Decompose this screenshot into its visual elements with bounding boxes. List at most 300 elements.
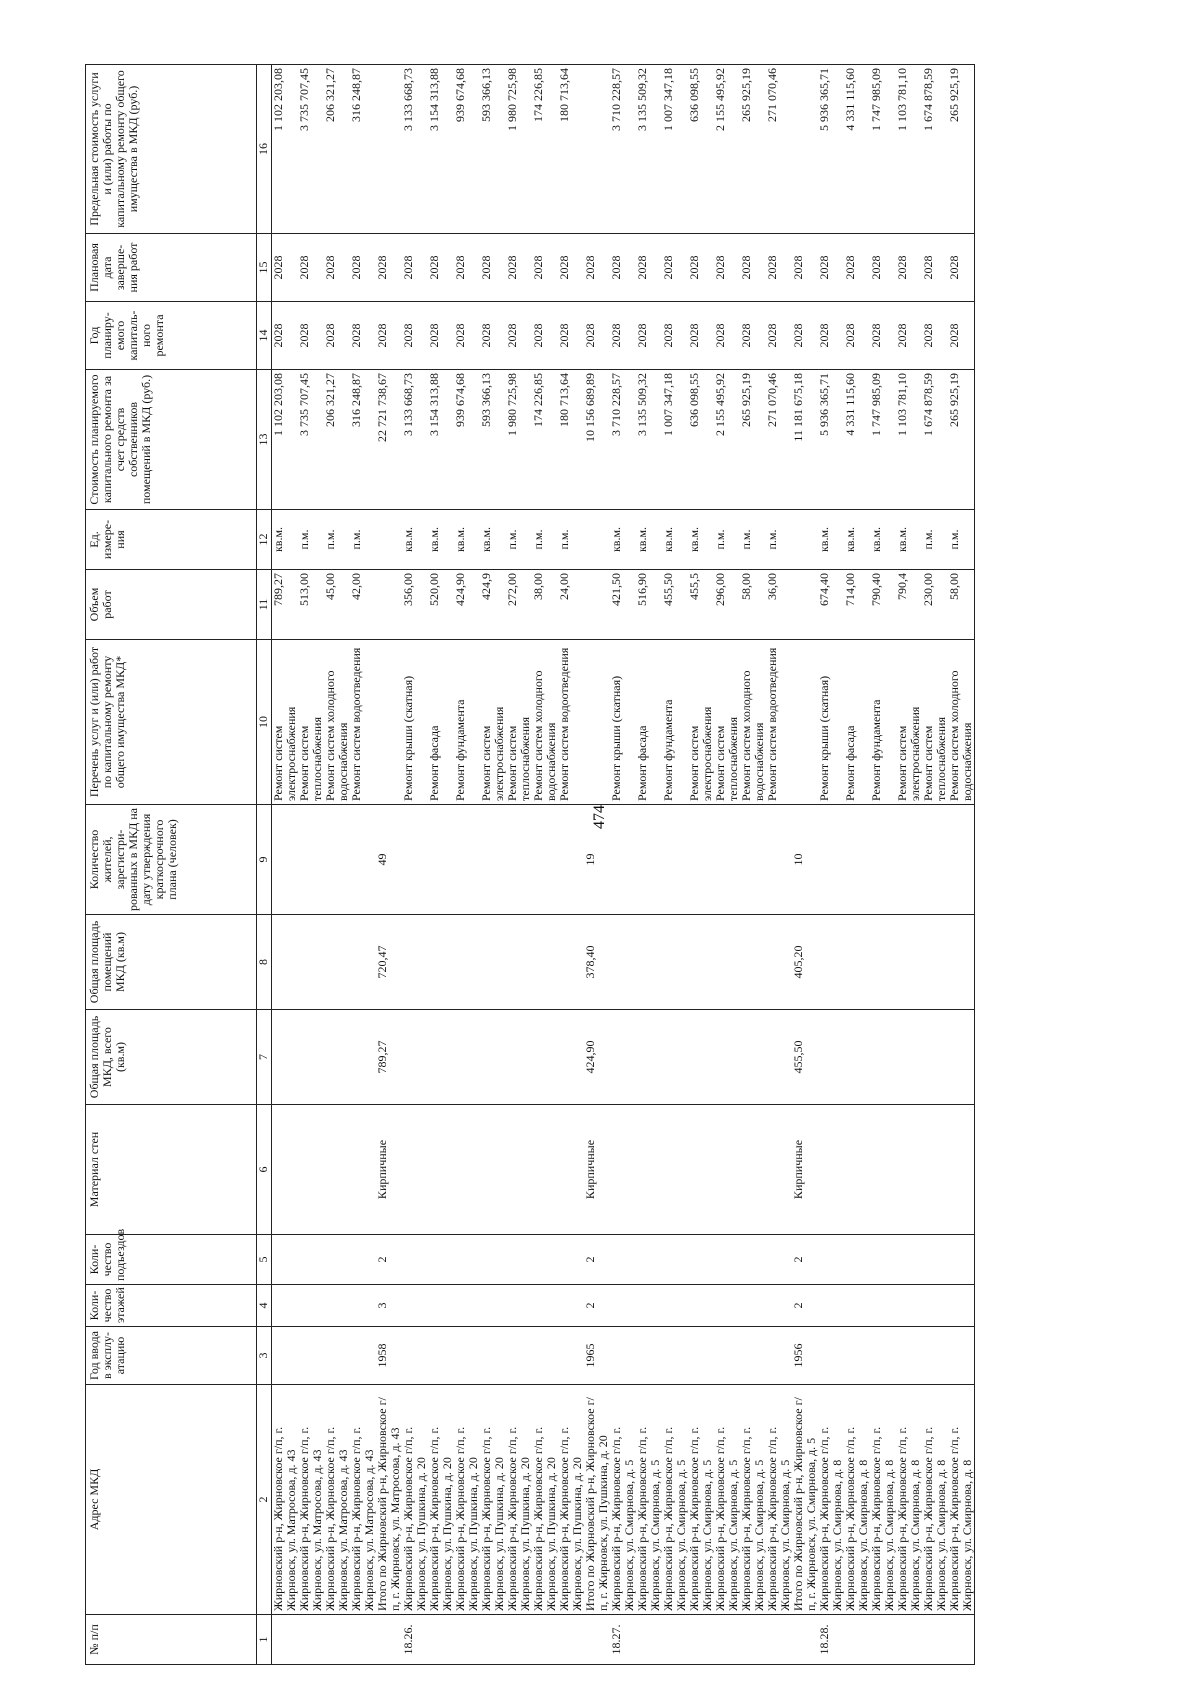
limit-cost-cell: 2 155 495,92	[714, 65, 740, 234]
work-cell: Ремонт систем электроснабжения	[480, 640, 506, 805]
empty-cell	[376, 1615, 402, 1665]
repair-year-cell: 2028	[272, 302, 299, 370]
repair-year-cell: 2028	[844, 302, 870, 370]
row-number-cell	[870, 1615, 896, 1665]
empty-cell	[714, 1327, 740, 1385]
empty-cell	[324, 1327, 350, 1385]
repair-year-cell: 2028	[662, 302, 688, 370]
address-cell: Жирновский р-н, Жирновское г/п, г. Жирновск, ул. Матросова, д. 43	[350, 1385, 376, 1615]
unit-cell: п.м.	[766, 510, 792, 570]
entrances-cell: 2	[376, 1235, 402, 1285]
end-date-cell: 2028	[922, 234, 948, 302]
cost-cell: 1 007 347,18	[662, 370, 688, 510]
empty-cell	[870, 1327, 896, 1385]
empty-cell	[688, 1285, 714, 1327]
unit-cell: кв.м.	[818, 510, 844, 570]
limit-cost-cell: 593 366,13	[480, 65, 506, 234]
empty-cell	[948, 915, 975, 1010]
volume-cell: 789,27	[272, 570, 299, 640]
empty-cell	[870, 1285, 896, 1327]
limit-cost-cell: 174 226,85	[532, 65, 558, 234]
cost-cell: 5 936 365,71	[818, 370, 844, 510]
empty-cell	[714, 1235, 740, 1285]
empty-cell	[376, 570, 402, 640]
table-row	[532, 65, 558, 1665]
repair-year-cell: 2028	[454, 302, 480, 370]
total-label-cell: Итого по Жирновский р-н, Жирновское г/п, г. Жирновск, ул. Смирнова, д. 5	[792, 1385, 818, 1615]
col-number: 11	[257, 570, 272, 640]
row-number-cell	[350, 1615, 376, 1665]
col-header-13: Стоимость планируемого капитального ремонта за счет средств собственников помещений в МКД (руб.)	[86, 370, 257, 510]
empty-cell	[428, 1105, 454, 1235]
table-row	[766, 65, 792, 1665]
repair-year-cell: 2028	[948, 302, 975, 370]
row-number-cell	[272, 1615, 299, 1665]
cost-cell: 271 070,46	[766, 370, 792, 510]
wall-material-cell: Кирпичные	[792, 1105, 818, 1235]
table-row	[870, 65, 896, 1665]
unit-cell: кв.м.	[402, 510, 428, 570]
table-row	[844, 65, 870, 1665]
address-cell: Жирновский р-н, Жирновское г/п, г. Жирновск, ул. Пушкина, д. 20	[480, 1385, 506, 1615]
unit-cell: п.м.	[948, 510, 975, 570]
empty-cell	[870, 915, 896, 1010]
limit-cost-cell: 1 980 725,98	[506, 65, 532, 234]
end-date-cell: 2028	[740, 234, 766, 302]
end-date-cell: 2028	[350, 234, 376, 302]
address-cell: Жирновский р-н, Жирновское г/п, г. Жирновск, ул. Пушкина, д. 20	[454, 1385, 480, 1615]
repair-year-cell: 2028	[792, 302, 818, 370]
address-cell: Жирновский р-н, Жирновское г/п, г. Жирновск, ул. Матросова, д. 43	[324, 1385, 350, 1615]
empty-cell	[818, 1235, 844, 1285]
work-cell: Ремонт крыши (скатная)	[402, 640, 428, 805]
col-number: 13	[257, 370, 272, 510]
col-number: 4	[257, 1285, 272, 1327]
residents-cell: 19	[584, 805, 610, 915]
entrances-cell: 2	[792, 1235, 818, 1285]
col-header-6: Материал стен	[86, 1105, 257, 1235]
table-row	[298, 65, 324, 1665]
table-body	[272, 65, 975, 1665]
total-label-cell: Итого по Жирновский р-н, Жирновское г/п, г. Жирновск, ул. Пушкина, д. 20	[584, 1385, 610, 1615]
address-cell: Жирновский р-н, Жирновское г/п, г. Жирновск, ул. Пушкина, д. 20	[558, 1385, 584, 1615]
end-date-cell: 2028	[688, 234, 714, 302]
address-cell: Жирновский р-н, Жирновское г/п, г. Жирновск, ул. Смирнова, д. 5	[688, 1385, 714, 1615]
unit-cell: кв.м.	[636, 510, 662, 570]
empty-cell	[402, 1327, 428, 1385]
total-row	[584, 65, 610, 1665]
empty-cell	[428, 1010, 454, 1105]
empty-cell	[688, 1327, 714, 1385]
volume-cell: 296,00	[714, 570, 740, 640]
empty-cell	[844, 805, 870, 915]
repair-year-cell: 2028	[324, 302, 350, 370]
empty-cell	[428, 1235, 454, 1285]
empty-cell	[636, 915, 662, 1010]
limit-cost-cell: 1 103 781,10	[896, 65, 922, 234]
floors-cell: 2	[584, 1285, 610, 1327]
empty-cell	[428, 1327, 454, 1385]
end-date-cell: 2028	[376, 234, 402, 302]
empty-cell	[376, 640, 402, 805]
empty-cell	[402, 1235, 428, 1285]
limit-cost-cell: 1 007 347,18	[662, 65, 688, 234]
volume-cell: 674,40	[818, 570, 844, 640]
cost-cell: 2 155 495,92	[714, 370, 740, 510]
cost-cell: 3 735 707,45	[298, 370, 324, 510]
limit-cost-cell: 1 102 203,08	[272, 65, 299, 234]
col-number: 5	[257, 1235, 272, 1285]
work-cell: Ремонт крыши (скатная)	[610, 640, 636, 805]
empty-cell	[558, 1010, 584, 1105]
row-number-cell	[558, 1615, 584, 1665]
row-number-cell	[714, 1615, 740, 1665]
empty-cell	[714, 805, 740, 915]
empty-cell	[714, 1010, 740, 1105]
address-cell: Жирновский р-н, Жирновское г/п, г. Жирновск, ул. Смирнова, д. 5	[636, 1385, 662, 1615]
repair-year-cell: 2028	[298, 302, 324, 370]
table-row	[350, 65, 376, 1665]
empty-cell	[324, 805, 350, 915]
empty-cell	[506, 1010, 532, 1105]
total-label-cell: Итого по Жирновский р-н, Жирновское г/п, г. Жирновск, ул. Матросова, д. 43	[376, 1385, 402, 1615]
empty-cell	[298, 1235, 324, 1285]
total-row	[792, 65, 818, 1665]
residents-cell: 49	[376, 805, 402, 915]
table-row	[272, 65, 299, 1665]
empty-cell	[506, 1327, 532, 1385]
repair-year-cell: 2028	[532, 302, 558, 370]
empty-cell	[428, 1285, 454, 1327]
table-row	[636, 65, 662, 1665]
empty-cell	[324, 1010, 350, 1105]
end-date-cell: 2028	[636, 234, 662, 302]
empty-cell	[610, 1327, 636, 1385]
volume-cell: 424,90	[454, 570, 480, 640]
address-cell: Жирновский р-н, Жирновское г/п, г. Жирновск, ул. Пушкина, д. 20	[532, 1385, 558, 1615]
empty-cell	[844, 1327, 870, 1385]
col-number: 9	[257, 805, 272, 915]
work-cell: Ремонт систем холодного водоснабжения	[740, 640, 766, 805]
volume-cell: 356,00	[402, 570, 428, 640]
limit-cost-cell: 3 735 707,45	[298, 65, 324, 234]
table-row	[506, 65, 532, 1665]
empty-cell	[558, 915, 584, 1010]
limit-cost-cell: 5 936 365,71	[818, 65, 844, 234]
work-cell: Ремонт систем холодного водоснабжения	[324, 640, 350, 805]
work-cell: Ремонт систем теплоснабжения	[298, 640, 324, 805]
table-row	[818, 65, 844, 1665]
total-cost-cell: 22 721 738,67	[376, 370, 402, 510]
end-date-cell: 2028	[714, 234, 740, 302]
empty-cell	[350, 1235, 376, 1285]
cost-cell: 180 713,64	[558, 370, 584, 510]
empty-cell	[532, 1327, 558, 1385]
col-header-10: Перечень услуг и (или) работ по капитальному ремонту общего имущества МКД*	[86, 640, 257, 805]
empty-cell	[272, 1327, 299, 1385]
empty-cell	[584, 1615, 610, 1665]
empty-cell	[298, 1105, 324, 1235]
empty-cell	[662, 1105, 688, 1235]
empty-cell	[792, 1615, 818, 1665]
col-number: 2	[257, 1385, 272, 1615]
address-cell: Жирновский р-н, Жирновское г/п, г. Жирновск, ул. Пушкина, д. 20	[506, 1385, 532, 1615]
end-date-cell: 2028	[324, 234, 350, 302]
residents-cell: 10	[792, 805, 818, 915]
premises-area-cell: 720,47	[376, 915, 402, 1010]
volume-cell: 36,00	[766, 570, 792, 640]
row-number-cell: 18.26.	[402, 1615, 428, 1665]
volume-cell: 455,5	[688, 570, 714, 640]
entrances-cell: 2	[584, 1235, 610, 1285]
row-number-cell	[480, 1615, 506, 1665]
total-cost-cell: 11 181 675,18	[792, 370, 818, 510]
unit-cell: п.м.	[324, 510, 350, 570]
empty-cell	[714, 1105, 740, 1235]
empty-cell	[844, 1235, 870, 1285]
work-cell: Ремонт систем теплоснабжения	[506, 640, 532, 805]
work-cell: Ремонт фасада	[636, 640, 662, 805]
empty-cell	[610, 1235, 636, 1285]
total-cost-cell: 10 156 689,89	[584, 370, 610, 510]
repair-year-cell: 2028	[350, 302, 376, 370]
col-number: 16	[257, 65, 272, 234]
empty-cell	[454, 1285, 480, 1327]
cost-cell: 316 248,87	[350, 370, 376, 510]
unit-cell: п.м.	[532, 510, 558, 570]
empty-cell	[948, 1235, 975, 1285]
empty-cell	[688, 1105, 714, 1235]
empty-cell	[350, 1010, 376, 1105]
repair-year-cell: 2028	[922, 302, 948, 370]
empty-cell	[454, 1010, 480, 1105]
end-date-cell: 2028	[402, 234, 428, 302]
floors-cell: 2	[792, 1285, 818, 1327]
cost-cell: 206 321,27	[324, 370, 350, 510]
row-number-cell	[948, 1615, 975, 1665]
address-cell: Жирновский р-н, Жирновское г/п, г. Жирновск, ул. Смирнова, д. 5	[714, 1385, 740, 1615]
empty-cell	[636, 1105, 662, 1235]
end-date-cell: 2028	[766, 234, 792, 302]
cost-cell: 1 674 878,59	[922, 370, 948, 510]
unit-cell: п.м.	[740, 510, 766, 570]
volume-cell: 520,00	[428, 570, 454, 640]
repair-year-cell: 2028	[766, 302, 792, 370]
col-number: 6	[257, 1105, 272, 1235]
address-cell: Жирновский р-н, Жирновское г/п, г. Жирновск, ул. Смирнова, д. 8	[844, 1385, 870, 1615]
empty-cell	[870, 1010, 896, 1105]
address-cell: Жирновский р-н, Жирновское г/п, г. Жирновск, ул. Смирнова, д. 8	[922, 1385, 948, 1615]
unit-cell: кв.м.	[480, 510, 506, 570]
end-date-cell: 2028	[948, 234, 975, 302]
cost-cell: 1 980 725,98	[506, 370, 532, 510]
empty-cell	[896, 805, 922, 915]
empty-cell	[948, 1327, 975, 1385]
unit-cell: п.м.	[558, 510, 584, 570]
empty-cell	[688, 1235, 714, 1285]
end-date-cell: 2028	[272, 234, 299, 302]
empty-cell	[740, 1105, 766, 1235]
empty-cell	[922, 1327, 948, 1385]
col-number: 15	[257, 234, 272, 302]
empty-cell	[506, 805, 532, 915]
end-date-cell: 2028	[662, 234, 688, 302]
empty-cell	[454, 915, 480, 1010]
empty-cell	[454, 1235, 480, 1285]
col-header-14: Год планиру-емого капиталь-ного ремонта	[86, 302, 257, 370]
empty-cell	[792, 65, 818, 234]
unit-cell: кв.м.	[844, 510, 870, 570]
table-row	[558, 65, 584, 1665]
repair-year-cell: 2028	[714, 302, 740, 370]
empty-cell	[610, 805, 636, 915]
end-date-cell: 2028	[818, 234, 844, 302]
unit-cell: кв.м.	[610, 510, 636, 570]
address-cell: Жирновский р-н, Жирновское г/п, г. Жирновск, ул. Смирнова, д. 8	[818, 1385, 844, 1615]
volume-cell: 272,00	[506, 570, 532, 640]
col-header-1: № п/п	[86, 1615, 257, 1665]
empty-cell	[454, 1105, 480, 1235]
unit-cell: кв.м.	[688, 510, 714, 570]
work-cell: Ремонт систем холодного водоснабжения	[948, 640, 975, 805]
table-row	[428, 65, 454, 1665]
empty-cell	[558, 1235, 584, 1285]
table-row	[922, 65, 948, 1665]
work-cell: Ремонт систем водоотведения	[350, 640, 376, 805]
col-header-16: Предельная стоимость услуги и (или) работы по капитальному ремонту общего имущества в МКД (руб.)	[86, 65, 257, 234]
end-date-cell: 2028	[584, 234, 610, 302]
work-cell: Ремонт фундамента	[454, 640, 480, 805]
empty-cell	[298, 1327, 324, 1385]
empty-cell	[948, 1105, 975, 1235]
empty-cell	[844, 1105, 870, 1235]
end-date-cell: 2028	[532, 234, 558, 302]
limit-cost-cell: 939 674,68	[454, 65, 480, 234]
empty-cell	[818, 1010, 844, 1105]
page-number: 474	[591, 805, 608, 829]
repair-year-cell: 2028	[506, 302, 532, 370]
cost-cell: 1 103 781,10	[896, 370, 922, 510]
empty-cell	[896, 1235, 922, 1285]
empty-cell	[870, 1105, 896, 1235]
empty-cell	[402, 1105, 428, 1235]
cost-cell: 593 366,13	[480, 370, 506, 510]
limit-cost-cell: 271 070,46	[766, 65, 792, 234]
repair-year-cell: 2028	[402, 302, 428, 370]
col-number: 8	[257, 915, 272, 1010]
empty-cell	[584, 510, 610, 570]
empty-cell	[844, 1010, 870, 1105]
col-number: 3	[257, 1327, 272, 1385]
capital-repair-table	[85, 64, 975, 1665]
empty-cell	[272, 1285, 299, 1327]
empty-cell	[324, 915, 350, 1010]
empty-cell	[506, 1285, 532, 1327]
empty-cell	[740, 1327, 766, 1385]
empty-cell	[740, 1010, 766, 1105]
rotated-table-wrapper	[85, 65, 1105, 1665]
empty-cell	[324, 1285, 350, 1327]
work-cell: Ремонт систем электроснабжения	[688, 640, 714, 805]
empty-cell	[558, 1285, 584, 1327]
row-number-cell	[688, 1615, 714, 1665]
empty-cell	[818, 915, 844, 1010]
unit-cell: кв.м.	[428, 510, 454, 570]
repair-year-cell: 2028	[688, 302, 714, 370]
volume-cell: 24,00	[558, 570, 584, 640]
empty-cell	[272, 805, 299, 915]
table-row	[610, 65, 636, 1665]
col-number: 14	[257, 302, 272, 370]
empty-cell	[740, 1235, 766, 1285]
empty-cell	[662, 1235, 688, 1285]
empty-cell	[922, 1010, 948, 1105]
empty-cell	[896, 915, 922, 1010]
col-number: 1	[257, 1615, 272, 1665]
empty-cell	[896, 1010, 922, 1105]
empty-cell	[480, 1235, 506, 1285]
col-header-11: Объем работ	[86, 570, 257, 640]
work-cell: Ремонт систем теплоснабжения	[714, 640, 740, 805]
volume-cell: 45,00	[324, 570, 350, 640]
empty-cell	[480, 1010, 506, 1105]
column-number-row	[257, 65, 272, 1665]
volume-cell: 424,9	[480, 570, 506, 640]
row-number-cell	[922, 1615, 948, 1665]
empty-cell	[870, 1235, 896, 1285]
empty-cell	[636, 805, 662, 915]
empty-cell	[870, 805, 896, 915]
address-cell: Жирновский р-н, Жирновское г/п, г. Жирновск, ул. Смирнова, д. 5	[662, 1385, 688, 1615]
empty-cell	[350, 1327, 376, 1385]
total-area-cell: 424,90	[584, 1010, 610, 1105]
empty-cell	[350, 1105, 376, 1235]
repair-year-cell: 2028	[818, 302, 844, 370]
volume-cell: 714,00	[844, 570, 870, 640]
year-built-cell: 1956	[792, 1327, 818, 1385]
work-cell: Ремонт систем теплоснабжения	[922, 640, 948, 805]
empty-cell	[402, 915, 428, 1010]
end-date-cell: 2028	[870, 234, 896, 302]
empty-cell	[792, 510, 818, 570]
empty-cell	[532, 1235, 558, 1285]
cost-cell: 3 135 509,32	[636, 370, 662, 510]
limit-cost-cell: 265 925,19	[948, 65, 975, 234]
volume-cell: 42,00	[350, 570, 376, 640]
col-header-15: Плановая дата заверше-ния работ	[86, 234, 257, 302]
row-number-cell	[298, 1615, 324, 1665]
empty-cell	[922, 915, 948, 1010]
row-number-cell	[740, 1615, 766, 1665]
empty-cell	[532, 915, 558, 1010]
limit-cost-cell: 3 710 228,57	[610, 65, 636, 234]
empty-cell	[792, 570, 818, 640]
repair-year-cell: 2028	[428, 302, 454, 370]
limit-cost-cell: 3 154 313,88	[428, 65, 454, 234]
empty-cell	[506, 1105, 532, 1235]
limit-cost-cell: 4 331 115,60	[844, 65, 870, 234]
unit-cell: п.м.	[350, 510, 376, 570]
col-header-4: Коли-чество этажей	[86, 1285, 257, 1327]
empty-cell	[714, 1285, 740, 1327]
empty-cell	[844, 1285, 870, 1327]
limit-cost-cell: 3 135 509,32	[636, 65, 662, 234]
cost-cell: 636 098,55	[688, 370, 714, 510]
empty-cell	[766, 1105, 792, 1235]
work-cell: Ремонт фасада	[844, 640, 870, 805]
col-number: 10	[257, 640, 272, 805]
empty-cell	[818, 1105, 844, 1235]
